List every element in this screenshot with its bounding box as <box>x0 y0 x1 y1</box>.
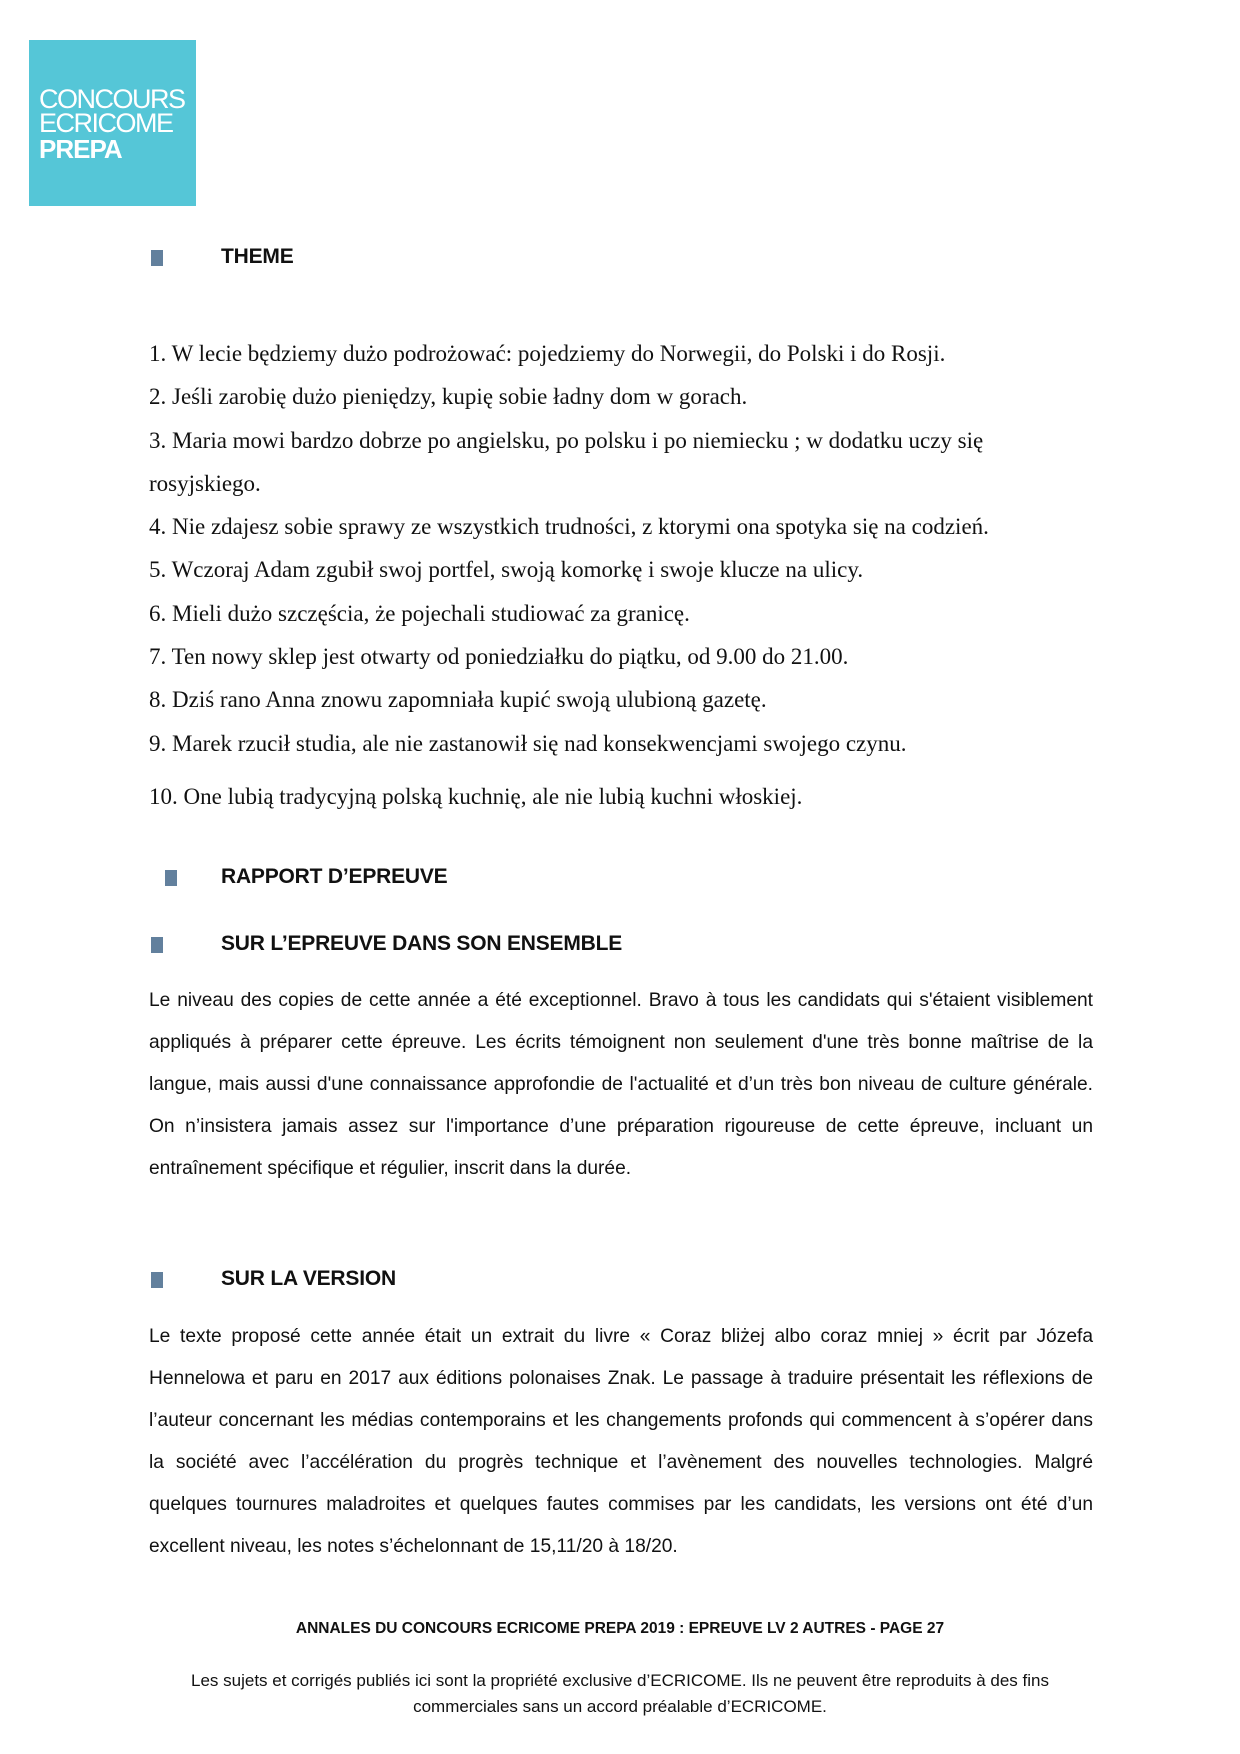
heading-ensemble: SUR L’EPREUVE DANS SON ENSEMBLE <box>221 932 623 955</box>
list-item: 4. Nie zdajesz sobie sprawy ze wszystkich trudności, z ktorymi ona spotyka się na codzień. <box>149 514 989 540</box>
ensemble-paragraph: Le niveau des copies de cette année a été exceptionnel. Bravo à tous les candidats qui s'étaient visiblement appliqués à préparer cette épreuve. Les écrits témoignent non seulement d'une très bonne maîtrise de la langue, mais aussi d'une connaissance approfondie de l'actualité et d’un très bon niveau de culture générale. On n’insistera jamais assez sur l'importance d’une préparation rigoureuse de cette épreuve, incluant un entraînement spécifique et régulier, inscrit dans la durée. <box>149 990 1093 1179</box>
ecricome-logo <box>29 40 196 206</box>
version-paragraph: Le texte proposé cette année était un extrait du livre « Coraz bliżej albo coraz mniej » écrit par Józefa Hennelowa et paru en 2017 aux éditions polonaises Znak. Le passage à traduire présentait les réflexions de l’auteur concernant les médias contemporains et les changements profonds qui commencent à s’opérer dans la société avec l’accélération du progrès technique et l’avènement des nouvelles technologies. Malgré quelques tournures maladroites et quelques fautes commises par les candidats, les versions ont été d’un excellent niveau, les notes s’échelonnant de 15,11/20 à 18/20. <box>149 1326 1093 1557</box>
footer-title: ANNALES DU CONCOURS ECRICOME PREPA 2019 : EPREUVE LV 2 AUTRES - PAGE 27 <box>295 1620 945 1637</box>
footer-notice: Les sujets et corrigés publiés ici sont la propriété exclusive d’ECRICOME. Ils ne peuvent être reproduits à des fins commerciales sans un accord préalable d’ECRICOME. <box>191 1671 1049 1716</box>
list-item: 3. Maria mowi bardzo dobrze po angielsku, po polsku i po niemiecku ; w dodatku uczy się <box>149 427 984 453</box>
list-item: 2. Jeśli zarobię dużo pieniędzy, kupię sobie ładny dom w gorach. <box>149 384 748 410</box>
list-item: rosyjskiego. <box>149 470 261 496</box>
list-item: 5. Wczoraj Adam zgubił swoj portfel, swoją komorkę i swoje klucze na ulicy. <box>149 557 864 583</box>
logo-line-1: CONCOURS <box>39 84 185 114</box>
bullet-square-icon <box>151 1272 163 1288</box>
bullet-square-icon <box>165 870 177 886</box>
logo-line-3: PREPA <box>39 134 122 164</box>
logo-line-2: ECRICOME <box>39 108 173 138</box>
list-item: 9. Marek rzucił studia, ale nie zastanowił się nad konsekwencjami swojego czynu. <box>149 730 907 756</box>
list-item: 6. Mieli dużo szczęścia, że pojechali studiować za granicę. <box>149 600 690 626</box>
heading-theme: THEME <box>221 245 294 268</box>
list-item: 7. Ten nowy sklep jest otwarty od poniedziałku do piątku, od 9.00 do 21.00. <box>149 644 849 670</box>
list-item: 10. One lubią tradycyjną polską kuchnię, ale nie lubią kuchni włoskiej. <box>149 783 803 809</box>
theme-sentence-list <box>149 332 1109 818</box>
heading-version: SUR LA VERSION <box>221 1267 396 1290</box>
bullet-square-icon <box>151 937 163 953</box>
bullet-square-icon <box>151 250 163 266</box>
list-item: 1. W lecie będziemy dużo podrożować: pojedziemy do Norwegii, do Polski i do Rosji. <box>149 341 946 366</box>
list-item: 8. Dziś rano Anna znowu zapomniała kupić swoją ulubioną gazetę. <box>149 687 767 713</box>
heading-rapport: RAPPORT D’EPREUVE <box>221 865 448 888</box>
